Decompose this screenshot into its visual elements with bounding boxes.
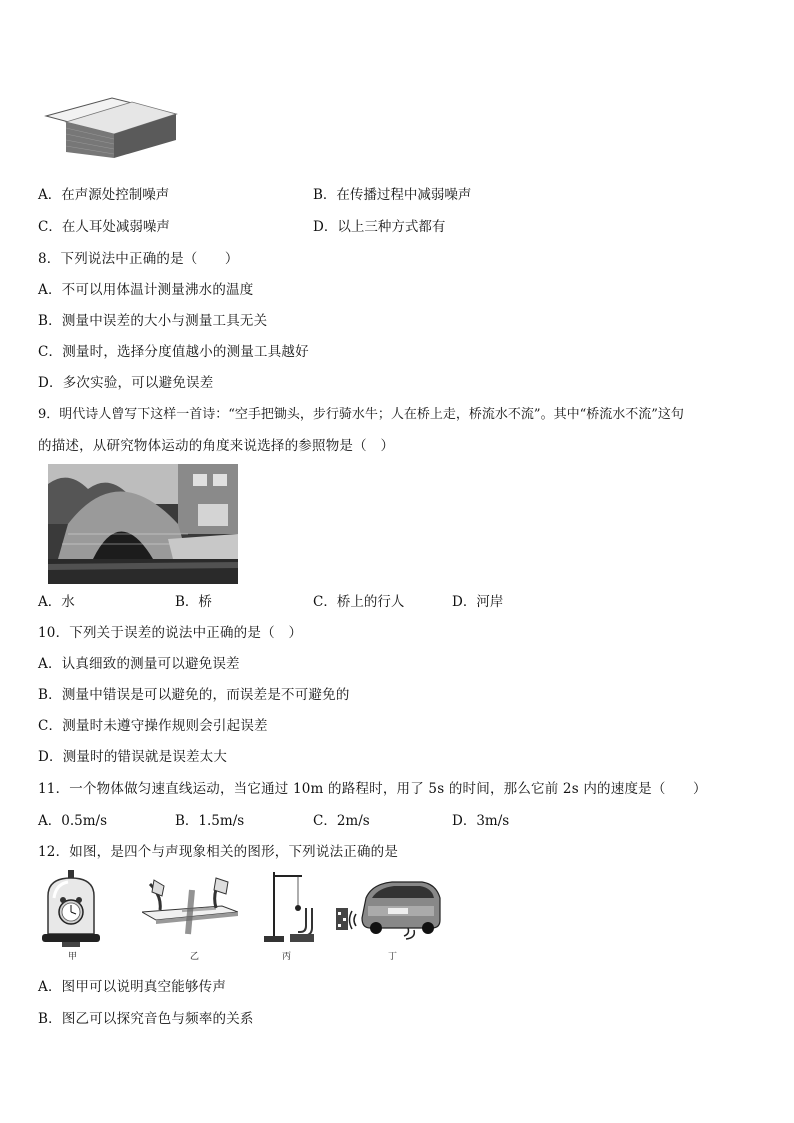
q11-option-a[interactable]: A．0.5m/s xyxy=(38,813,107,829)
q8-stem: 8．下列说法中正确的是（ ） xyxy=(38,251,239,267)
q12-option-b[interactable]: B．图乙可以探究音色与频率的关系 xyxy=(38,1011,254,1027)
bell-jar-figure xyxy=(40,868,102,948)
q9-option-d[interactable]: D．河岸 xyxy=(452,594,504,610)
figure-caption-yi: 乙 xyxy=(190,952,200,962)
q9-stem-line1: 9．明代诗人曾写下这样一首诗：“空手把锄头，步行骑水牛；人在桥上走，桥流水不流”。其中“桥流水不流”这句 xyxy=(38,407,684,422)
q11-stem: 11．一个物体做匀速直线运动，当它通过 10m 的路程时，用了 5s 的时间，那么它前 2s 内的速度是（ ） xyxy=(38,781,707,797)
q10-option-d[interactable]: D．测量时的错误就是误差太大 xyxy=(38,749,228,765)
q12-stem: 12．如图，是四个与声现象相关的图形，下列说法正确的是 xyxy=(38,844,399,860)
ruler-figure xyxy=(142,876,238,942)
q9-option-c[interactable]: C．桥上的行人 xyxy=(313,594,405,610)
figure-caption-jia: 甲 xyxy=(68,952,78,962)
q9-stem-line2: 的描述，从研究物体运动的角度来说选择的参照物是（ ） xyxy=(38,438,395,454)
q8-option-c[interactable]: C．测量时，选择分度值越小的测量工具越好 xyxy=(38,344,309,360)
q9-option-a[interactable]: A．水 xyxy=(38,594,75,610)
q7-option-c[interactable]: C．在人耳处减弱噪声 xyxy=(38,219,170,235)
q12-option-a[interactable]: A．图甲可以说明真空能够传声 xyxy=(38,979,227,995)
q7-option-b[interactable]: B．在传播过程中减弱噪声 xyxy=(313,187,472,203)
q8-option-d[interactable]: D．多次实验，可以避免误差 xyxy=(38,375,214,391)
figure-caption-ding: 丁 xyxy=(388,952,398,962)
q9-option-b[interactable]: B．桥 xyxy=(175,594,212,610)
q8-option-b[interactable]: B．测量中误差的大小与测量工具无关 xyxy=(38,313,268,329)
q7-option-a[interactable]: A．在声源处控制噪声 xyxy=(38,187,170,203)
q10-option-a[interactable]: A．认真细致的测量可以避免误差 xyxy=(38,656,240,672)
q10-stem: 10．下列关于误差的说法中正确的是（ ） xyxy=(38,625,303,641)
q7-option-d[interactable]: D．以上三种方式都有 xyxy=(313,219,446,235)
q10-option-c[interactable]: C．测量时未遵守操作规则会引起误差 xyxy=(38,718,268,734)
foam-board-figure xyxy=(42,92,182,158)
q8-option-a[interactable]: A．不可以用体温计测量沸水的温度 xyxy=(38,282,254,298)
bridge-photo-figure xyxy=(48,464,238,584)
figure-caption-bing: 丙 xyxy=(282,952,292,962)
q11-option-c[interactable]: C．2m/s xyxy=(313,813,370,829)
car-sensor-figure xyxy=(332,876,442,940)
q11-option-b[interactable]: B．1.5m/s xyxy=(175,813,245,829)
tuning-fork-figure xyxy=(262,868,318,946)
q11-option-d[interactable]: D．3m/s xyxy=(452,813,510,829)
q10-option-b[interactable]: B．测量中错误是可以避免的，而误差是不可避免的 xyxy=(38,687,350,703)
